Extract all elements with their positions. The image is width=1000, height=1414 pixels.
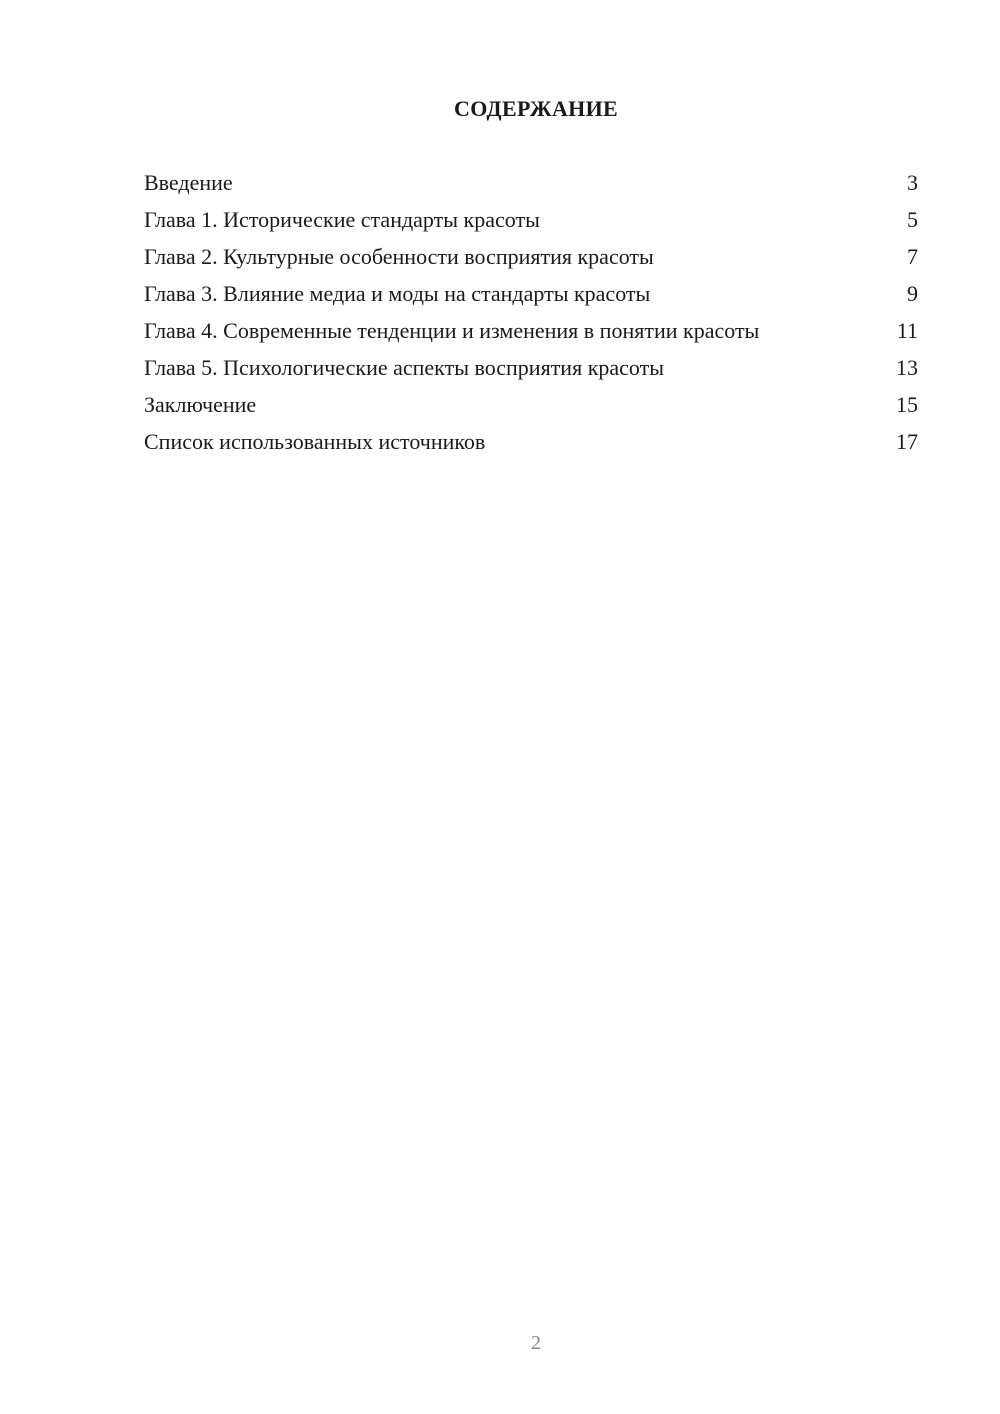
- toc-entry-text: Глава 2. Культурные особенности восприятия красоты: [144, 244, 654, 269]
- toc-entry-text: Введение: [144, 170, 233, 195]
- page-number: 2: [531, 1332, 541, 1354]
- toc-entry-chapter-4: [144, 318, 918, 344]
- toc-entry-text: Глава 5. Психологические аспекты восприятия красоты: [144, 355, 665, 380]
- toc-entry-page: 17: [896, 429, 918, 454]
- toc-entry-page: 13: [896, 355, 918, 380]
- toc-entry-page: 15: [896, 392, 918, 417]
- toc-entry-chapter-1: [144, 207, 918, 233]
- toc-entry-references: [144, 429, 918, 455]
- toc-entry-page: 11: [896, 318, 918, 343]
- toc-entry-chapter-5: [144, 355, 918, 381]
- toc-entry-text: Глава 3. Влияние медиа и моды на стандарты красоты: [144, 281, 651, 306]
- toc-entry-text: Глава 1. Исторические стандарты красоты: [144, 207, 540, 232]
- toc-entry-page: 7: [907, 244, 918, 269]
- toc-title: СОДЕРЖАНИЕ: [454, 96, 618, 121]
- toc-entry-page: 5: [907, 207, 918, 232]
- toc-entry-text: Глава 4. Современные тенденции и изменения в понятии красоты: [144, 318, 760, 343]
- toc-entry-conclusion: [144, 392, 918, 418]
- toc-entry-text: Список использованных источников: [144, 429, 486, 454]
- toc-entry-text: Заключение: [144, 392, 257, 417]
- toc-entry-page: 9: [907, 281, 918, 306]
- toc-entry-introduction: [144, 170, 918, 196]
- table-of-contents: [144, 170, 918, 466]
- toc-entry-chapter-2: [144, 244, 918, 270]
- toc-entry-page: 3: [907, 170, 918, 195]
- toc-entry-chapter-3: [144, 281, 918, 307]
